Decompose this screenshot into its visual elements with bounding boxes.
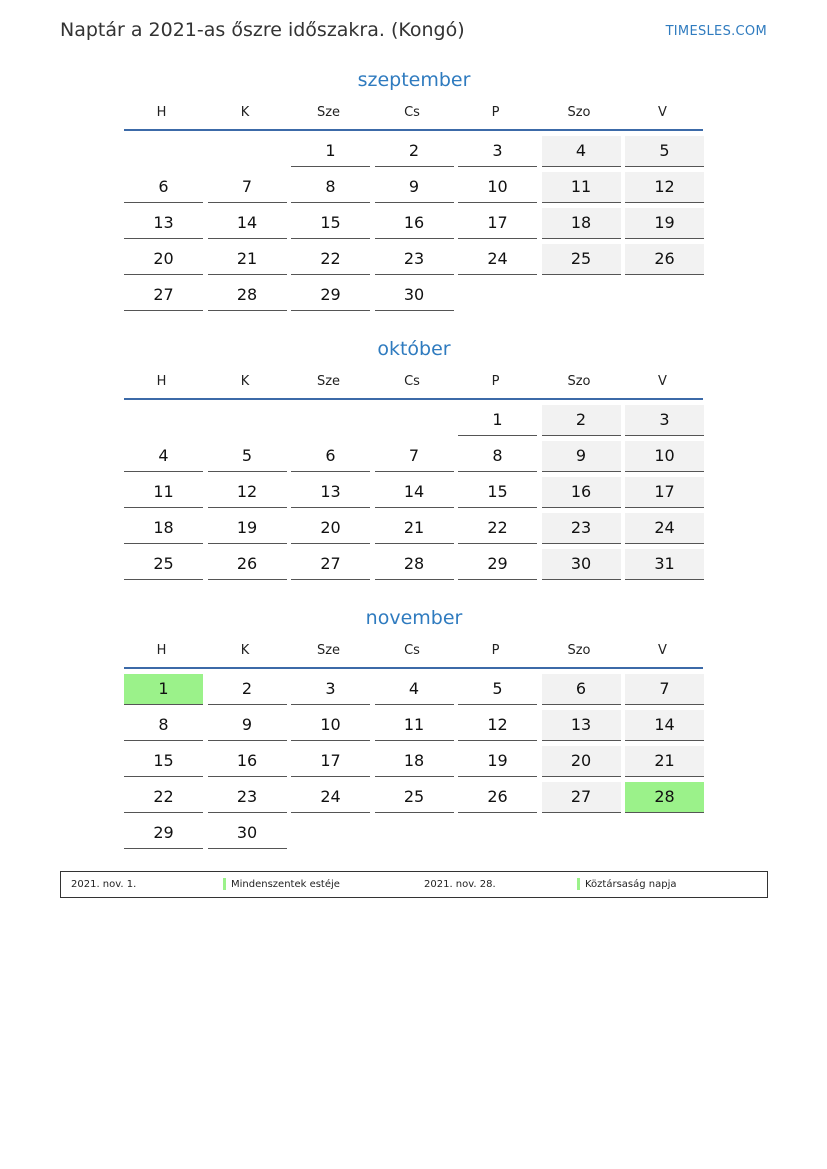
weekday-label: K [240, 373, 250, 389]
legend-color-swatch [223, 878, 226, 890]
weekday-label: P [491, 373, 500, 389]
day-cell[interactable]: 2 [375, 136, 454, 167]
day-cell[interactable]: 10 [291, 710, 370, 741]
empty-day-cell [208, 136, 287, 167]
week-row [124, 477, 704, 513]
day-cell[interactable]: 6 [291, 441, 370, 472]
day-cell[interactable]: 1 [291, 136, 370, 167]
day-cell[interactable]: 19 [625, 208, 704, 239]
empty-day-cell [375, 818, 454, 849]
week-row [124, 136, 704, 172]
empty-day-cell [291, 405, 370, 436]
weekday-label: K [240, 642, 250, 658]
day-cell[interactable]: 28 [375, 549, 454, 580]
weekday-label: Cs [404, 373, 420, 389]
day-cell[interactable]: 24 [291, 782, 370, 813]
empty-day-cell [458, 818, 537, 849]
header-divider [124, 667, 703, 669]
header-divider [124, 398, 703, 400]
day-cell[interactable]: 6 [124, 172, 203, 203]
day-cell[interactable]: 29 [458, 549, 537, 580]
day-cell[interactable]: 18 [375, 746, 454, 777]
day-cell[interactable]: 3 [625, 405, 704, 436]
day-cell[interactable]: 20 [124, 244, 203, 275]
day-cell[interactable]: 2 [208, 674, 287, 705]
day-cell[interactable]: 25 [542, 244, 621, 275]
day-cell[interactable]: 28 [208, 280, 287, 311]
weekday-label: Cs [404, 642, 420, 658]
day-cell[interactable]: 8 [124, 710, 203, 741]
day-cell[interactable]: 26 [208, 549, 287, 580]
week-row [124, 782, 704, 818]
day-cell[interactable]: 9 [542, 441, 621, 472]
day-cell[interactable]: 12 [458, 710, 537, 741]
weekday-label: Cs [404, 104, 420, 120]
week-row [124, 280, 704, 316]
day-cell[interactable]: 3 [291, 674, 370, 705]
weekday-label: P [491, 642, 500, 658]
day-cell[interactable]: 22 [124, 782, 203, 813]
legend-color-swatch [577, 878, 580, 890]
empty-day-cell [542, 818, 621, 849]
day-cell[interactable]: 12 [208, 477, 287, 508]
weekday-label: V [658, 104, 667, 120]
day-cell[interactable]: 5 [208, 441, 287, 472]
day-cell[interactable]: 17 [458, 208, 537, 239]
day-cell[interactable]: 2 [542, 405, 621, 436]
day-cell[interactable]: 7 [208, 172, 287, 203]
month-block [124, 66, 704, 316]
day-cell[interactable]: 1 [458, 405, 537, 436]
empty-day-cell [542, 280, 621, 311]
day-cell[interactable]: 15 [458, 477, 537, 508]
empty-day-cell [124, 136, 203, 167]
day-cell[interactable]: 24 [625, 513, 704, 544]
day-cell[interactable]: 26 [625, 244, 704, 275]
day-cell[interactable]: 31 [625, 549, 704, 580]
day-cell[interactable]: 21 [208, 244, 287, 275]
day-cell[interactable]: 30 [375, 280, 454, 311]
weekday-header [124, 367, 704, 395]
holiday-day-cell[interactable]: 1 [124, 674, 203, 705]
day-cell[interactable]: 14 [375, 477, 454, 508]
day-cell[interactable]: 15 [291, 208, 370, 239]
day-cell[interactable]: 24 [458, 244, 537, 275]
day-cell[interactable]: 3 [458, 136, 537, 167]
day-cell[interactable]: 25 [124, 549, 203, 580]
weekday-label: H [156, 373, 167, 389]
weekday-label: Sze [316, 642, 341, 658]
day-cell[interactable]: 26 [458, 782, 537, 813]
empty-day-cell [458, 280, 537, 311]
day-cell[interactable]: 22 [458, 513, 537, 544]
day-cell[interactable]: 8 [291, 172, 370, 203]
day-cell[interactable]: 18 [124, 513, 203, 544]
day-cell[interactable]: 21 [625, 746, 704, 777]
day-cell[interactable]: 11 [542, 172, 621, 203]
weekday-label: P [491, 104, 500, 120]
day-cell[interactable]: 13 [124, 208, 203, 239]
day-cell[interactable]: 5 [625, 136, 704, 167]
day-cell[interactable]: 15 [124, 746, 203, 777]
header-divider [124, 129, 703, 131]
weekday-label: H [156, 104, 167, 120]
day-cell[interactable]: 5 [458, 674, 537, 705]
week-row [124, 405, 704, 441]
week-row [124, 244, 704, 280]
day-cell[interactable]: 4 [375, 674, 454, 705]
empty-day-cell [375, 405, 454, 436]
weekday-label: K [240, 104, 250, 120]
day-cell[interactable]: 14 [625, 710, 704, 741]
weekday-label: Szo [567, 373, 591, 389]
day-cell[interactable]: 16 [375, 208, 454, 239]
weekday-label: V [658, 373, 667, 389]
day-cell[interactable]: 21 [375, 513, 454, 544]
day-cell[interactable]: 10 [458, 172, 537, 203]
day-cell[interactable]: 9 [208, 710, 287, 741]
brand-logo[interactable]: TIMESLES.COM [665, 24, 767, 39]
day-cell[interactable]: 14 [208, 208, 287, 239]
day-cell[interactable]: 29 [124, 818, 203, 849]
legend-date: 2021. nov. 28. [424, 879, 496, 890]
holiday-day-cell[interactable]: 28 [625, 782, 704, 813]
weekday-label: Szo [567, 104, 591, 120]
day-cell[interactable]: 23 [542, 513, 621, 544]
day-cell[interactable]: 27 [291, 549, 370, 580]
day-cell[interactable]: 30 [208, 818, 287, 849]
weekday-label: H [156, 642, 167, 658]
legend-date: 2021. nov. 1. [71, 879, 137, 890]
page-title: Naptár a 2021-as őszre időszakra. (Kongó) [60, 19, 465, 41]
week-row [124, 208, 704, 244]
day-cell[interactable]: 13 [542, 710, 621, 741]
day-cell[interactable]: 11 [124, 477, 203, 508]
legend-holiday-name: Köztársaság napja [585, 879, 677, 890]
day-cell[interactable]: 6 [542, 674, 621, 705]
month-block [124, 604, 704, 854]
empty-day-cell [208, 405, 287, 436]
day-cell[interactable]: 12 [625, 172, 704, 203]
weekday-header [124, 98, 704, 126]
empty-day-cell [625, 818, 704, 849]
month-name: szeptember [357, 69, 471, 91]
day-cell[interactable]: 19 [208, 513, 287, 544]
day-cell[interactable]: 25 [375, 782, 454, 813]
weekday-label: Szo [567, 642, 591, 658]
weekday-label: V [658, 642, 667, 658]
weekday-label: Sze [316, 373, 341, 389]
day-cell[interactable]: 13 [291, 477, 370, 508]
day-cell[interactable]: 4 [124, 441, 203, 472]
weekday-label: Sze [316, 104, 341, 120]
day-cell[interactable]: 23 [375, 244, 454, 275]
week-row [124, 172, 704, 208]
month-name: november [365, 607, 463, 629]
day-cell[interactable]: 9 [375, 172, 454, 203]
legend-holiday-name: Mindenszentek estéje [231, 879, 340, 890]
day-cell[interactable]: 30 [542, 549, 621, 580]
holiday-legend [60, 871, 768, 898]
day-cell[interactable]: 11 [375, 710, 454, 741]
day-cell[interactable]: 16 [542, 477, 621, 508]
month-name: október [377, 338, 451, 360]
day-cell[interactable]: 17 [291, 746, 370, 777]
day-cell[interactable]: 27 [124, 280, 203, 311]
week-row [124, 710, 704, 746]
week-row [124, 513, 704, 549]
empty-day-cell [625, 280, 704, 311]
day-cell[interactable]: 8 [458, 441, 537, 472]
day-cell[interactable]: 17 [625, 477, 704, 508]
day-cell[interactable]: 23 [208, 782, 287, 813]
month-block [124, 335, 704, 585]
week-row [124, 818, 704, 854]
day-cell[interactable]: 27 [542, 782, 621, 813]
day-cell[interactable]: 20 [291, 513, 370, 544]
week-row [124, 549, 704, 585]
week-row [124, 441, 704, 477]
day-cell[interactable]: 22 [291, 244, 370, 275]
day-cell[interactable]: 29 [291, 280, 370, 311]
week-row [124, 674, 704, 710]
day-cell[interactable]: 7 [375, 441, 454, 472]
day-cell[interactable]: 10 [625, 441, 704, 472]
day-cell[interactable]: 18 [542, 208, 621, 239]
day-cell[interactable]: 16 [208, 746, 287, 777]
day-cell[interactable]: 7 [625, 674, 704, 705]
day-cell[interactable]: 4 [542, 136, 621, 167]
day-cell[interactable]: 19 [458, 746, 537, 777]
weekday-header [124, 636, 704, 664]
empty-day-cell [291, 818, 370, 849]
day-cell[interactable]: 20 [542, 746, 621, 777]
empty-day-cell [124, 405, 203, 436]
week-row [124, 746, 704, 782]
